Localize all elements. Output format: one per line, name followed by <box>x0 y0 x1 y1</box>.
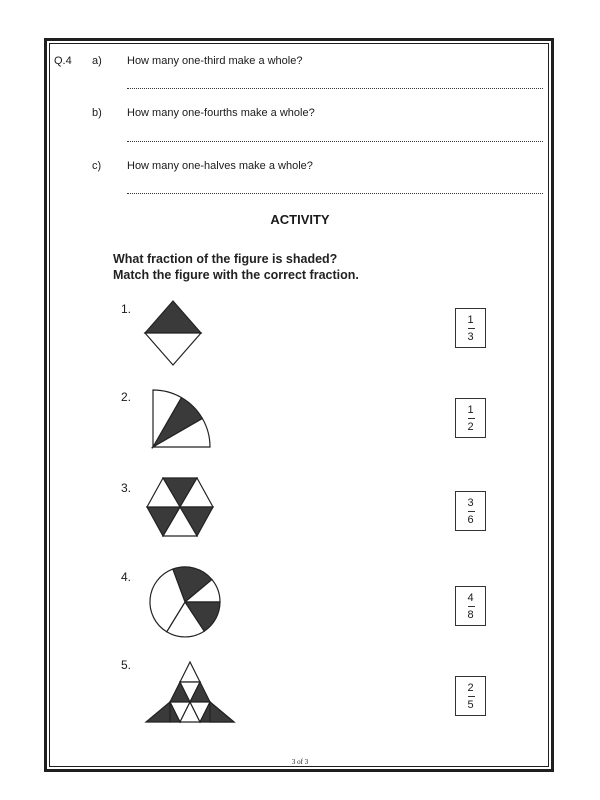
fraction-1-bar <box>468 328 475 329</box>
fraction-3-bar <box>468 511 475 512</box>
figure-number-4: 4. <box>121 570 132 584</box>
figure-5-triangle[interactable] <box>144 660 236 724</box>
question-a-letter: a) <box>92 55 102 67</box>
answer-line-a[interactable] <box>127 88 543 89</box>
fraction-box-1[interactable] <box>455 308 486 348</box>
diamond-unshaded-triangle <box>145 333 201 365</box>
fraction-box-3[interactable] <box>455 491 486 531</box>
page-number: 3 of 3 <box>291 758 309 766</box>
figure-number-1: 1. <box>121 302 132 316</box>
answer-line-c[interactable] <box>127 193 543 194</box>
fraction-5-bar <box>468 696 475 697</box>
answer-line-b[interactable] <box>127 141 543 142</box>
question-b-letter: b) <box>92 107 102 119</box>
fraction-box-5[interactable] <box>455 676 486 716</box>
question-number: Q.4 <box>54 55 72 67</box>
fraction-4-denominator: 8 <box>467 609 474 621</box>
figure-1-diamond[interactable] <box>143 300 203 366</box>
diamond-shaded-triangle <box>145 301 201 333</box>
fraction-1-numerator: 1 <box>467 314 474 326</box>
instruction-line-2: Match the figure with the correct fraction. <box>113 268 359 282</box>
question-c-text: How many one-halves make a whole? <box>127 160 313 172</box>
figure-3-hexagon[interactable] <box>145 477 215 537</box>
figure-number-3: 3. <box>121 481 132 495</box>
question-b-text: How many one-fourths make a whole? <box>127 107 315 119</box>
fraction-4-bar <box>468 606 475 607</box>
question-c-letter: c) <box>92 160 102 172</box>
figure-2-quarter-circle[interactable] <box>150 388 220 450</box>
question-a-text: How many one-third make a whole? <box>127 55 303 67</box>
fraction-box-4[interactable] <box>455 586 486 626</box>
fraction-4-numerator: 4 <box>467 592 474 604</box>
fraction-2-numerator: 1 <box>467 404 474 416</box>
fraction-5-numerator: 2 <box>467 682 474 694</box>
fraction-1-denominator: 3 <box>467 331 474 343</box>
figure-number-2: 2. <box>121 390 132 404</box>
fraction-3-numerator: 3 <box>467 497 474 509</box>
figure-number-5: 5. <box>121 658 132 672</box>
instruction-line-1: What fraction of the figure is shaded? <box>113 252 338 266</box>
fraction-5-denominator: 5 <box>467 699 474 711</box>
fraction-3-denominator: 6 <box>467 514 474 526</box>
fraction-box-2[interactable] <box>455 398 486 438</box>
activity-title: ACTIVITY <box>270 212 330 227</box>
fraction-2-bar <box>468 418 475 419</box>
figure-4-circle[interactable] <box>146 566 224 638</box>
fraction-2-denominator: 2 <box>467 421 474 433</box>
